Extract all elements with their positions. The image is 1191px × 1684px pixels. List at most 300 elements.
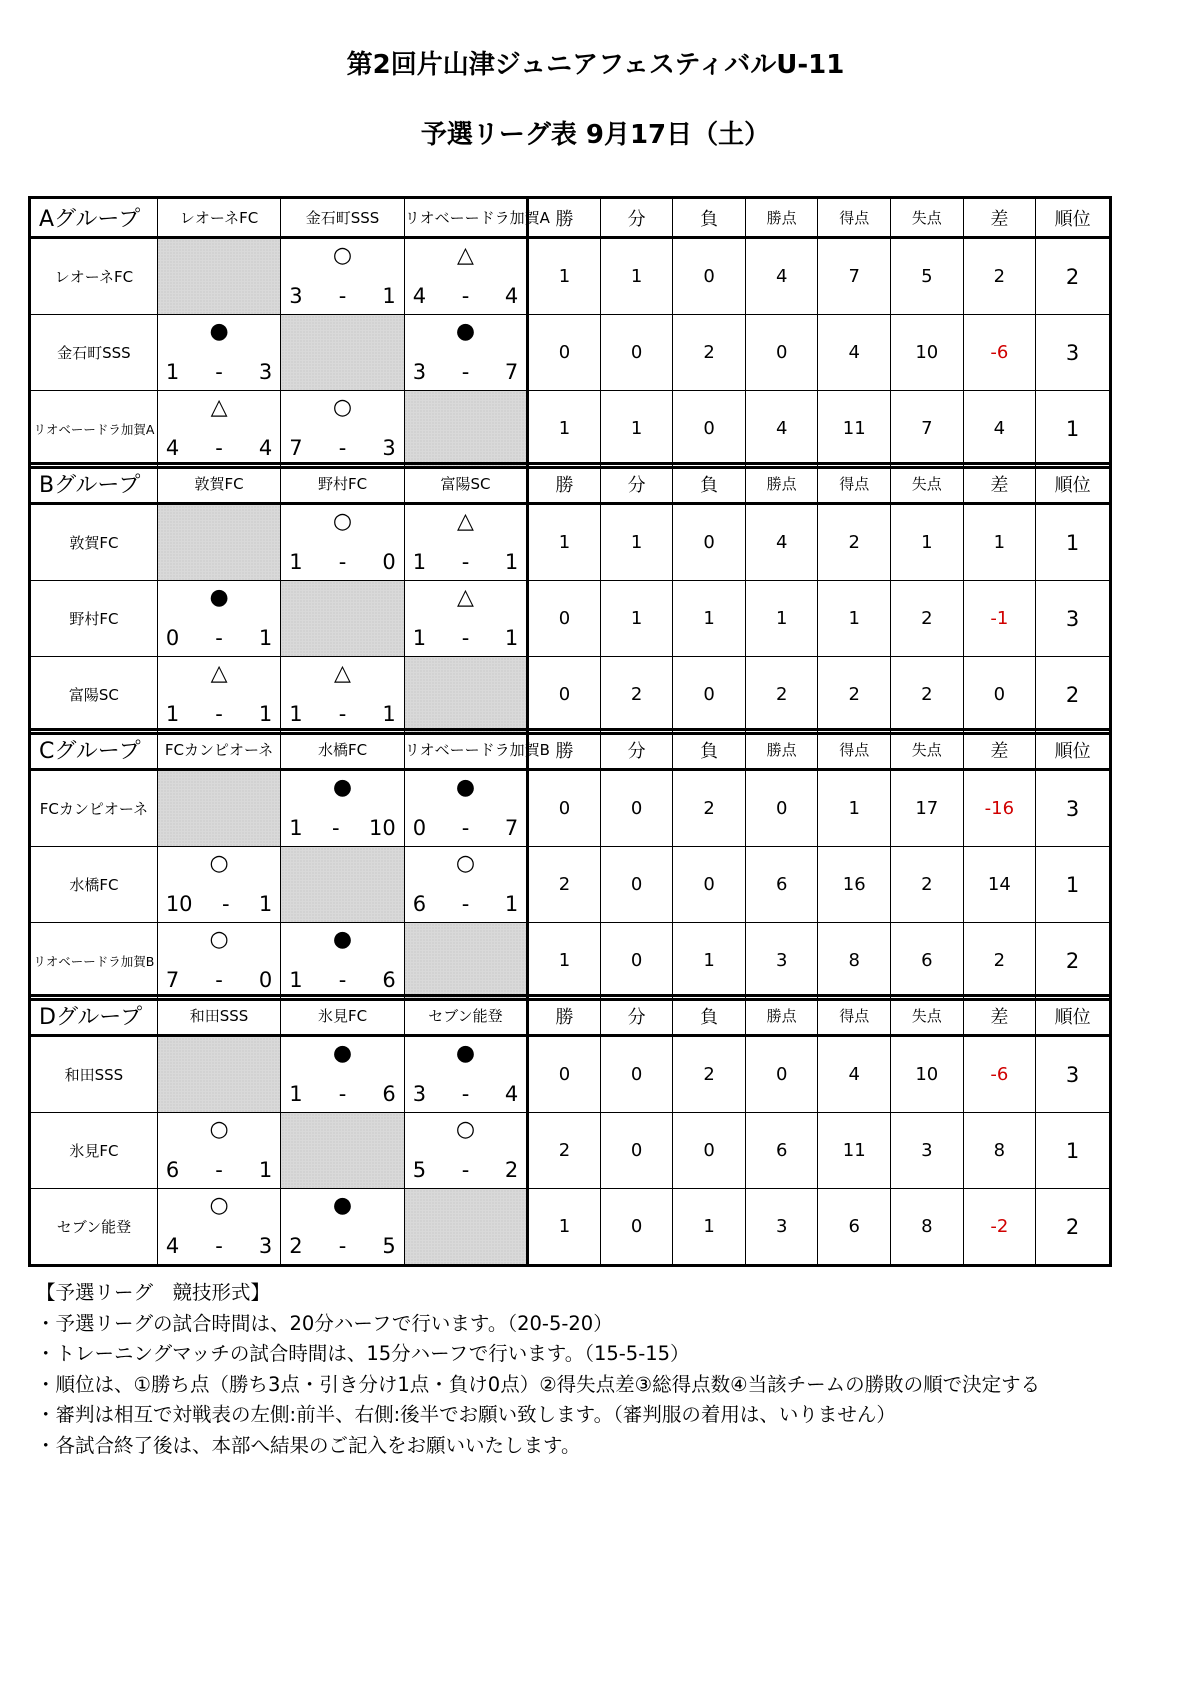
stat-header: 分 bbox=[600, 730, 673, 770]
score-for: 1 bbox=[165, 702, 180, 726]
opponent-header: 和田SSS bbox=[157, 996, 280, 1036]
match-result-cell bbox=[157, 923, 280, 1000]
match-result-cell bbox=[281, 238, 404, 315]
stat-cell: 0 bbox=[745, 315, 818, 391]
stat-header: 差 bbox=[963, 198, 1036, 238]
group-table bbox=[28, 994, 1112, 1267]
score-for: 1 bbox=[412, 550, 427, 574]
goal-diff-cell: 2 bbox=[963, 238, 1036, 315]
score-dash: - bbox=[461, 626, 470, 650]
score-against: 4 bbox=[504, 284, 519, 308]
stat-cell: 3 bbox=[891, 1113, 964, 1189]
rank-cell: 3 bbox=[1036, 1036, 1111, 1113]
stat-cell: 1 bbox=[528, 504, 601, 581]
match-result-cell bbox=[404, 504, 527, 581]
result-mark: ○ bbox=[209, 1193, 229, 1218]
match-result-cell bbox=[404, 847, 527, 923]
stat-cell: 2 bbox=[673, 1036, 746, 1113]
score-against: 0 bbox=[258, 968, 273, 992]
rank-cell: 1 bbox=[1036, 504, 1111, 581]
goal-diff-cell: 0 bbox=[963, 657, 1036, 734]
score-dash: - bbox=[338, 968, 347, 992]
score bbox=[289, 436, 395, 460]
match-result-cell bbox=[157, 315, 280, 391]
score-dash: - bbox=[221, 892, 230, 916]
stat-cell: 0 bbox=[600, 1036, 673, 1113]
group-name: Dグループ bbox=[30, 996, 158, 1036]
score-dash: - bbox=[215, 702, 223, 726]
score-against: 3 bbox=[258, 360, 273, 384]
stat-header: 勝 bbox=[528, 464, 601, 504]
match-result-cell bbox=[281, 1189, 404, 1266]
score bbox=[413, 284, 518, 308]
stat-cell: 0 bbox=[528, 581, 601, 657]
goal-diff-cell: -1 bbox=[963, 581, 1036, 657]
stat-cell: 2 bbox=[673, 770, 746, 847]
score-for: 4 bbox=[412, 284, 427, 308]
stat-header: 失点 bbox=[891, 464, 964, 504]
stat-cell: 1 bbox=[528, 923, 601, 1000]
team-name: 敦賀FC bbox=[30, 504, 158, 581]
stat-cell: 0 bbox=[528, 315, 601, 391]
stat-cell: 2 bbox=[528, 1113, 601, 1189]
score bbox=[413, 626, 518, 650]
result-mark: ● bbox=[455, 1041, 476, 1066]
score-against: 1 bbox=[504, 892, 519, 916]
result-mark: △ bbox=[457, 509, 474, 534]
score bbox=[166, 360, 272, 384]
score-against: 1 bbox=[258, 626, 273, 650]
score-for: 1 bbox=[289, 816, 303, 840]
score-for: 1 bbox=[289, 1082, 303, 1106]
match-result-cell bbox=[157, 391, 280, 468]
opponent-header: 氷見FC bbox=[281, 996, 404, 1036]
team-name: 金石町SSS bbox=[30, 315, 158, 391]
table-row bbox=[30, 581, 1111, 657]
team-name: 和田SSS bbox=[30, 1036, 158, 1113]
self-match-cell bbox=[281, 1113, 404, 1189]
team-name: 野村FC bbox=[30, 581, 158, 657]
score-dash: - bbox=[461, 1082, 470, 1106]
stat-header: 分 bbox=[600, 464, 673, 504]
result-mark: ○ bbox=[455, 851, 476, 876]
group-table bbox=[28, 728, 1112, 1001]
team-name: 氷見FC bbox=[30, 1113, 158, 1189]
score-against: 4 bbox=[504, 1082, 519, 1106]
team-name: 水橋FC bbox=[30, 847, 158, 923]
table-row bbox=[30, 504, 1111, 581]
score bbox=[166, 702, 272, 726]
result-mark: ○ bbox=[332, 243, 353, 268]
match-result-cell bbox=[157, 1113, 280, 1189]
stat-cell: 1 bbox=[818, 581, 891, 657]
result-mark: ● bbox=[209, 319, 229, 344]
stat-header: 差 bbox=[963, 730, 1036, 770]
rank-cell: 2 bbox=[1036, 1189, 1111, 1266]
result-mark: △ bbox=[457, 585, 474, 610]
self-match-cell bbox=[404, 1189, 527, 1266]
stat-header: 失点 bbox=[891, 996, 964, 1036]
self-match-cell bbox=[157, 770, 280, 847]
score-for: 1 bbox=[289, 968, 303, 992]
score bbox=[413, 360, 518, 384]
stat-cell: 6 bbox=[745, 1113, 818, 1189]
stat-header: 順位 bbox=[1036, 730, 1111, 770]
match-result-cell bbox=[281, 770, 404, 847]
stat-cell: 0 bbox=[745, 770, 818, 847]
match-result-cell bbox=[281, 923, 404, 1000]
group-table bbox=[28, 462, 1112, 735]
score-against: 5 bbox=[382, 1234, 396, 1258]
stat-cell: 4 bbox=[745, 391, 818, 468]
stat-cell: 4 bbox=[818, 315, 891, 391]
stat-cell: 1 bbox=[600, 238, 673, 315]
match-result-cell bbox=[157, 1189, 280, 1266]
score-for: 2 bbox=[289, 1234, 303, 1258]
rank-cell: 3 bbox=[1036, 315, 1111, 391]
stat-cell: 2 bbox=[891, 847, 964, 923]
stat-cell: 0 bbox=[600, 1113, 673, 1189]
team-name: リオベーードラ加賀A bbox=[30, 391, 158, 468]
stat-header: 負 bbox=[673, 730, 746, 770]
score-against: 6 bbox=[382, 1082, 396, 1106]
stat-header: 差 bbox=[963, 996, 1036, 1036]
score-dash: - bbox=[338, 1234, 347, 1258]
stat-header: 差 bbox=[963, 464, 1036, 504]
result-mark: ○ bbox=[209, 927, 229, 952]
score-dash: - bbox=[461, 360, 470, 384]
stat-cell: 16 bbox=[818, 847, 891, 923]
score-dash: - bbox=[215, 1158, 223, 1182]
score-against: 1 bbox=[258, 1158, 273, 1182]
rank-cell: 2 bbox=[1036, 923, 1111, 1000]
stat-cell: 2 bbox=[600, 657, 673, 734]
score-dash: - bbox=[461, 284, 470, 308]
stat-cell: 0 bbox=[600, 770, 673, 847]
opponent-header: セブン能登 bbox=[404, 996, 527, 1036]
result-mark: ○ bbox=[332, 395, 353, 420]
stat-cell: 0 bbox=[528, 770, 601, 847]
stat-cell: 1 bbox=[528, 238, 601, 315]
score bbox=[289, 284, 395, 308]
goal-diff-cell: 1 bbox=[963, 504, 1036, 581]
result-mark: △ bbox=[210, 395, 228, 420]
score-against: 7 bbox=[504, 816, 519, 840]
group-header-row bbox=[30, 198, 1111, 238]
stat-header: 分 bbox=[600, 198, 673, 238]
score bbox=[413, 550, 518, 574]
self-match-cell bbox=[157, 504, 280, 581]
score bbox=[289, 816, 395, 840]
stat-header: 順位 bbox=[1036, 464, 1111, 504]
stat-cell: 2 bbox=[891, 657, 964, 734]
table-row bbox=[30, 391, 1111, 468]
score bbox=[166, 968, 272, 992]
stat-header: 負 bbox=[673, 996, 746, 1036]
score bbox=[289, 702, 395, 726]
stat-header: 分 bbox=[600, 996, 673, 1036]
stat-cell: 10 bbox=[891, 1036, 964, 1113]
result-mark: ● bbox=[455, 775, 476, 800]
group-header-row bbox=[30, 996, 1111, 1036]
goal-diff-cell: -6 bbox=[963, 1036, 1036, 1113]
stat-header: 勝点 bbox=[745, 730, 818, 770]
score-against: 1 bbox=[504, 550, 519, 574]
stat-cell: 6 bbox=[818, 1189, 891, 1266]
result-mark: ○ bbox=[332, 509, 353, 534]
stat-header: 順位 bbox=[1036, 996, 1111, 1036]
stat-cell: 5 bbox=[891, 238, 964, 315]
stat-cell: 8 bbox=[891, 1189, 964, 1266]
score bbox=[166, 436, 272, 460]
score bbox=[289, 1082, 395, 1106]
score-against: 1 bbox=[382, 702, 396, 726]
match-result-cell bbox=[404, 770, 527, 847]
score-against: 3 bbox=[382, 436, 396, 460]
score-for: 10 bbox=[165, 892, 193, 916]
stat-cell: 3 bbox=[745, 923, 818, 1000]
result-mark: ● bbox=[332, 1041, 353, 1066]
stat-header: 勝 bbox=[528, 198, 601, 238]
result-mark: △ bbox=[334, 661, 351, 686]
score-for: 4 bbox=[165, 1234, 180, 1258]
stat-cell: 6 bbox=[891, 923, 964, 1000]
score bbox=[289, 1234, 395, 1258]
result-mark: ● bbox=[332, 927, 353, 952]
notes-line: ・審判は相互で対戦表の左側:前半、右側:後半でお願い致します。（審判服の着用は、いりません） bbox=[36, 1403, 896, 1426]
opponent-header: 水橋FC bbox=[281, 730, 404, 770]
stat-header: 失点 bbox=[891, 730, 964, 770]
score bbox=[289, 968, 395, 992]
score-dash: - bbox=[338, 284, 347, 308]
page-title: 第2回片山津ジュニアフェスティバルU-11 bbox=[346, 50, 845, 80]
result-mark: ○ bbox=[209, 851, 229, 876]
result-mark: △ bbox=[457, 243, 474, 268]
opponent-header: リオベーードラ加賀A bbox=[404, 198, 527, 238]
score bbox=[166, 1158, 272, 1182]
match-result-cell bbox=[404, 1036, 527, 1113]
stat-header: 負 bbox=[673, 464, 746, 504]
group-header-row bbox=[30, 730, 1111, 770]
table-row bbox=[30, 238, 1111, 315]
match-result-cell bbox=[281, 657, 404, 734]
self-match-cell bbox=[157, 1036, 280, 1113]
score-against: 10 bbox=[369, 816, 396, 840]
match-result-cell bbox=[404, 315, 527, 391]
score-against: 1 bbox=[258, 702, 273, 726]
match-result-cell bbox=[281, 504, 404, 581]
stat-cell: 17 bbox=[891, 770, 964, 847]
result-mark: ○ bbox=[455, 1117, 476, 1142]
team-name: セブン能登 bbox=[30, 1189, 158, 1266]
stat-header: 得点 bbox=[818, 198, 891, 238]
score-for: 3 bbox=[289, 284, 303, 308]
table-row bbox=[30, 315, 1111, 391]
opponent-header: 野村FC bbox=[281, 464, 404, 504]
score bbox=[166, 1234, 272, 1258]
result-mark: ● bbox=[455, 319, 476, 344]
score bbox=[289, 550, 395, 574]
rank-cell: 2 bbox=[1036, 657, 1111, 734]
opponent-header: 金石町SSS bbox=[281, 198, 404, 238]
stat-cell: 0 bbox=[600, 923, 673, 1000]
score-for: 3 bbox=[412, 360, 427, 384]
score-dash: - bbox=[215, 626, 223, 650]
result-mark: △ bbox=[210, 661, 228, 686]
group-name: Cグループ bbox=[30, 730, 158, 770]
stat-cell: 1 bbox=[600, 504, 673, 581]
stat-cell: 1 bbox=[673, 581, 746, 657]
goal-diff-cell: -16 bbox=[963, 770, 1036, 847]
group-header-row bbox=[30, 464, 1111, 504]
self-match-cell bbox=[404, 657, 527, 734]
score-for: 5 bbox=[412, 1158, 427, 1182]
team-name: リオベーードラ加賀B bbox=[30, 923, 158, 1000]
notes-line: ・順位は、①勝ち点（勝ち3点・引き分け1点・負け0点）②得失点差③総得点数④当該チームの勝敗の順で決定する bbox=[36, 1372, 1041, 1396]
score-for: 6 bbox=[165, 1158, 180, 1182]
score-dash: - bbox=[338, 702, 347, 726]
table-row bbox=[30, 657, 1111, 734]
stat-header: 勝点 bbox=[745, 198, 818, 238]
table-row bbox=[30, 847, 1111, 923]
stat-cell: 11 bbox=[818, 391, 891, 468]
table-row bbox=[30, 1036, 1111, 1113]
stat-cell: 4 bbox=[745, 238, 818, 315]
match-result-cell bbox=[281, 391, 404, 468]
notes-heading: 【予選リーグ 競技形式】 bbox=[36, 1281, 271, 1304]
stat-cell: 1 bbox=[891, 504, 964, 581]
score bbox=[413, 1082, 518, 1106]
stat-cell: 0 bbox=[673, 238, 746, 315]
score-against: 4 bbox=[258, 436, 273, 460]
goal-diff-cell: 8 bbox=[963, 1113, 1036, 1189]
goal-diff-cell: -2 bbox=[963, 1189, 1036, 1266]
score-for: 7 bbox=[289, 436, 303, 460]
stat-cell: 2 bbox=[673, 315, 746, 391]
page-subtitle: 予選リーグ表 9月17日（土） bbox=[420, 120, 771, 150]
stat-cell: 8 bbox=[818, 923, 891, 1000]
result-mark: ● bbox=[209, 585, 229, 610]
score-for: 3 bbox=[412, 1082, 427, 1106]
match-result-cell bbox=[404, 238, 527, 315]
stat-cell: 0 bbox=[600, 315, 673, 391]
score-against: 7 bbox=[504, 360, 519, 384]
score-dash: - bbox=[461, 550, 470, 574]
score-dash: - bbox=[332, 816, 340, 840]
self-match-cell bbox=[404, 923, 527, 1000]
rank-cell: 1 bbox=[1036, 1113, 1111, 1189]
stat-cell: 1 bbox=[745, 581, 818, 657]
rank-cell: 3 bbox=[1036, 581, 1111, 657]
notes-section bbox=[36, 1278, 1040, 1461]
match-result-cell bbox=[157, 847, 280, 923]
score-for: 4 bbox=[165, 436, 180, 460]
score bbox=[413, 1158, 518, 1182]
notes-line: ・予選リーグの試合時間は、20分ハーフで行います。（20-5-20） bbox=[36, 1311, 613, 1335]
stat-cell: 1 bbox=[528, 391, 601, 468]
match-result-cell bbox=[404, 581, 527, 657]
stat-cell: 0 bbox=[600, 847, 673, 923]
score-for: 7 bbox=[165, 968, 180, 992]
stat-header: 得点 bbox=[818, 730, 891, 770]
result-mark: ● bbox=[332, 775, 353, 800]
rank-cell: 1 bbox=[1036, 847, 1111, 923]
table-row bbox=[30, 770, 1111, 847]
stat-cell: 0 bbox=[528, 1036, 601, 1113]
self-match-cell bbox=[281, 315, 404, 391]
self-match-cell bbox=[404, 391, 527, 468]
score-against: 1 bbox=[382, 284, 396, 308]
score-dash: - bbox=[461, 816, 470, 840]
stat-cell: 1 bbox=[673, 1189, 746, 1266]
stat-header: 勝 bbox=[528, 996, 601, 1036]
score bbox=[166, 626, 272, 650]
stat-header: 勝 bbox=[528, 730, 601, 770]
table-row bbox=[30, 1113, 1111, 1189]
opponent-header: 富陽SC bbox=[404, 464, 527, 504]
result-mark: ● bbox=[332, 1193, 353, 1218]
score-for: 1 bbox=[165, 360, 180, 384]
stat-cell: 7 bbox=[891, 391, 964, 468]
group-name: Bグループ bbox=[30, 464, 158, 504]
stat-cell: 2 bbox=[818, 504, 891, 581]
stat-cell: 2 bbox=[745, 657, 818, 734]
score-for: 0 bbox=[412, 816, 427, 840]
table-row bbox=[30, 1189, 1111, 1266]
opponent-header: 敦賀FC bbox=[157, 464, 280, 504]
goal-diff-cell: 14 bbox=[963, 847, 1036, 923]
self-match-cell bbox=[281, 847, 404, 923]
score-dash: - bbox=[215, 360, 223, 384]
score-for: 0 bbox=[165, 626, 180, 650]
score-dash: - bbox=[338, 550, 347, 574]
goal-diff-cell: 2 bbox=[963, 923, 1036, 1000]
score-for: 1 bbox=[412, 626, 427, 650]
notes-line: ・各試合終了後は、本部へ結果のご記入をお願いいたします。 bbox=[36, 1433, 581, 1457]
goal-diff-cell: 4 bbox=[963, 391, 1036, 468]
match-result-cell bbox=[157, 657, 280, 734]
stat-cell: 0 bbox=[673, 847, 746, 923]
score-for: 6 bbox=[412, 892, 427, 916]
score-for: 1 bbox=[289, 550, 303, 574]
stat-header: 得点 bbox=[818, 996, 891, 1036]
match-result-cell bbox=[281, 1036, 404, 1113]
score-dash: - bbox=[215, 968, 223, 992]
score-dash: - bbox=[338, 436, 347, 460]
score-dash: - bbox=[461, 1158, 470, 1182]
score bbox=[166, 892, 272, 916]
stat-cell: 2 bbox=[818, 657, 891, 734]
rank-cell: 3 bbox=[1036, 770, 1111, 847]
stat-cell: 3 bbox=[745, 1189, 818, 1266]
stat-header: 勝点 bbox=[745, 996, 818, 1036]
score bbox=[413, 892, 518, 916]
score-against: 3 bbox=[258, 1234, 273, 1258]
stat-cell: 1 bbox=[600, 581, 673, 657]
stat-cell: 1 bbox=[673, 923, 746, 1000]
stat-cell: 7 bbox=[818, 238, 891, 315]
notes-line: ・トレーニングマッチの試合時間は、15分ハーフで行います。（15-5-15） bbox=[36, 1342, 690, 1365]
stat-header: 失点 bbox=[891, 198, 964, 238]
score-against: 2 bbox=[504, 1158, 519, 1182]
stat-cell: 4 bbox=[745, 504, 818, 581]
score bbox=[413, 816, 518, 840]
stat-cell: 0 bbox=[528, 657, 601, 734]
rank-cell: 2 bbox=[1036, 238, 1111, 315]
match-result-cell bbox=[157, 581, 280, 657]
self-match-cell bbox=[157, 238, 280, 315]
opponent-header: レオーネFC bbox=[157, 198, 280, 238]
